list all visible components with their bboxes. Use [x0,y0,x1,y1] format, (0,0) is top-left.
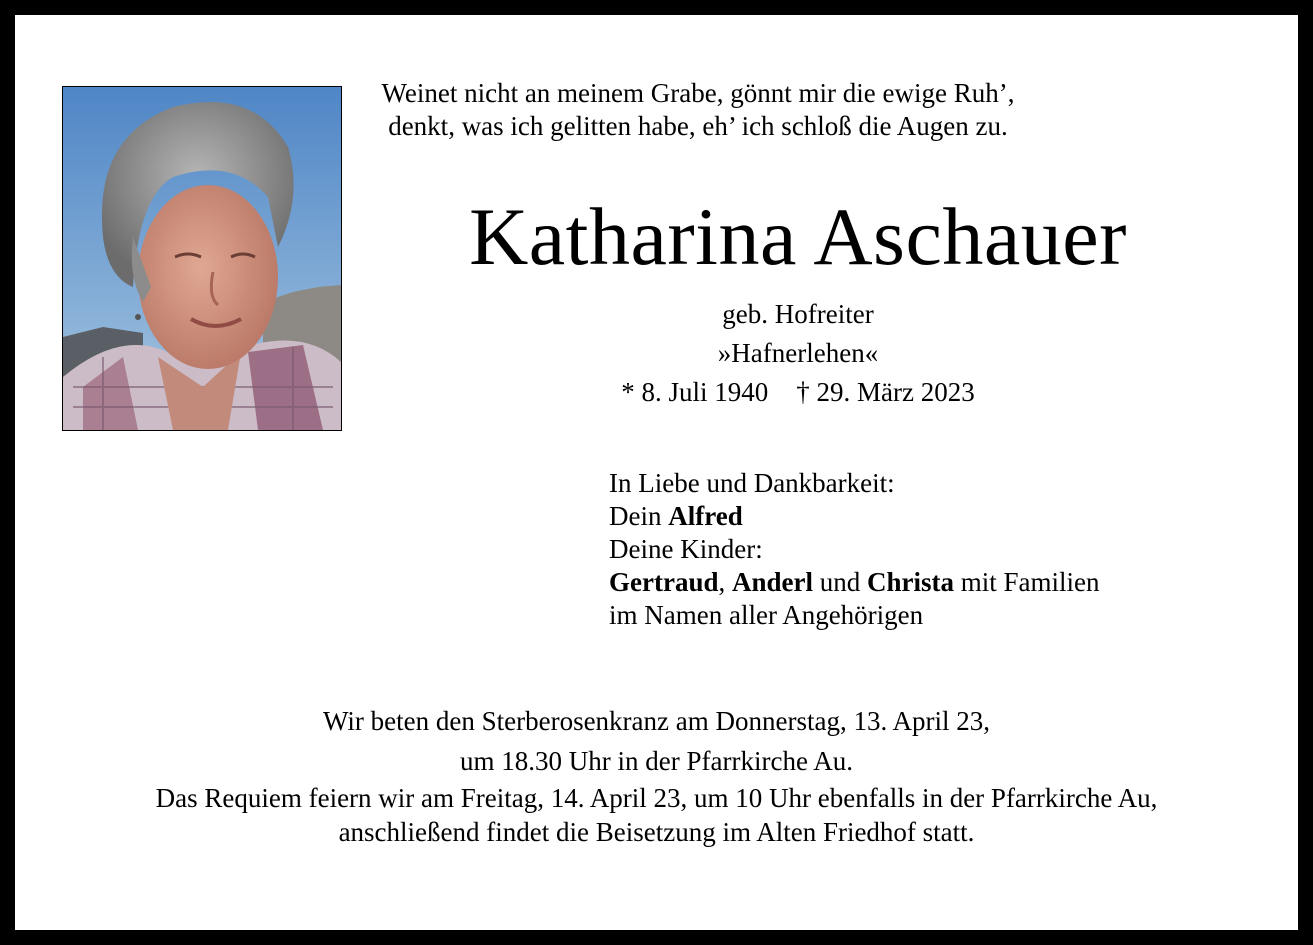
birth-date: * 8. Juli 1940 [621,377,769,407]
memorial-verse [345,77,1051,143]
children-suffix: mit Familien [960,567,1100,597]
children-and: und [819,567,861,597]
children-line [609,566,1099,599]
portrait-photo [62,86,342,431]
children-separator: , [718,567,726,597]
deceased-name-text: Katharina Aschauer [469,191,1127,282]
spouse-line [609,500,1099,533]
family-intro: In Liebe und Dankbarkeit: [609,468,895,498]
spouse-prefix: Dein [609,501,662,531]
child-name-1: Gertraud [609,567,719,597]
children-intro: Deine Kinder: [609,534,763,564]
service-line-4: anschließend findet die Beisetzung im Alten Friedhof statt. [338,817,975,847]
deceased-details [598,295,998,412]
life-dates [598,373,998,412]
death-date: † 29. März 2023 [796,377,975,407]
service-line-2: um 18.30 Uhr in der Pfarrkirche Au. [460,746,853,776]
child-name-2: Anderl [731,567,813,597]
verse-line-1: Weinet nicht an meinem Grabe, gönnt mir die ewige Ruh’, [381,78,1015,108]
maiden-name: geb. Hofreiter [722,299,874,329]
verse-line-2: denkt, was ich gelitten habe, eh’ ich schloß die Augen zu. [388,111,1008,141]
child-name-3: Christa [866,567,954,597]
service-announcement [15,701,1298,849]
house-name: »Hafnerlehen« [717,338,879,368]
portrait-image [63,87,341,430]
service-line-3: Das Requiem feiern wir am Freitag, 14. April 23, um 10 Uhr ebenfalls in der Pfarrkirche Au, [155,783,1158,813]
family-closing: im Namen aller Angehörigen [609,600,924,630]
deceased-name [345,189,1251,285]
obituary-card [15,15,1298,930]
family-signature [609,467,1099,632]
service-line-1: Wir beten den Sterberosenkranz am Donnerstag, 13. April 23, [323,706,990,736]
spouse-name: Alfred [668,501,743,531]
